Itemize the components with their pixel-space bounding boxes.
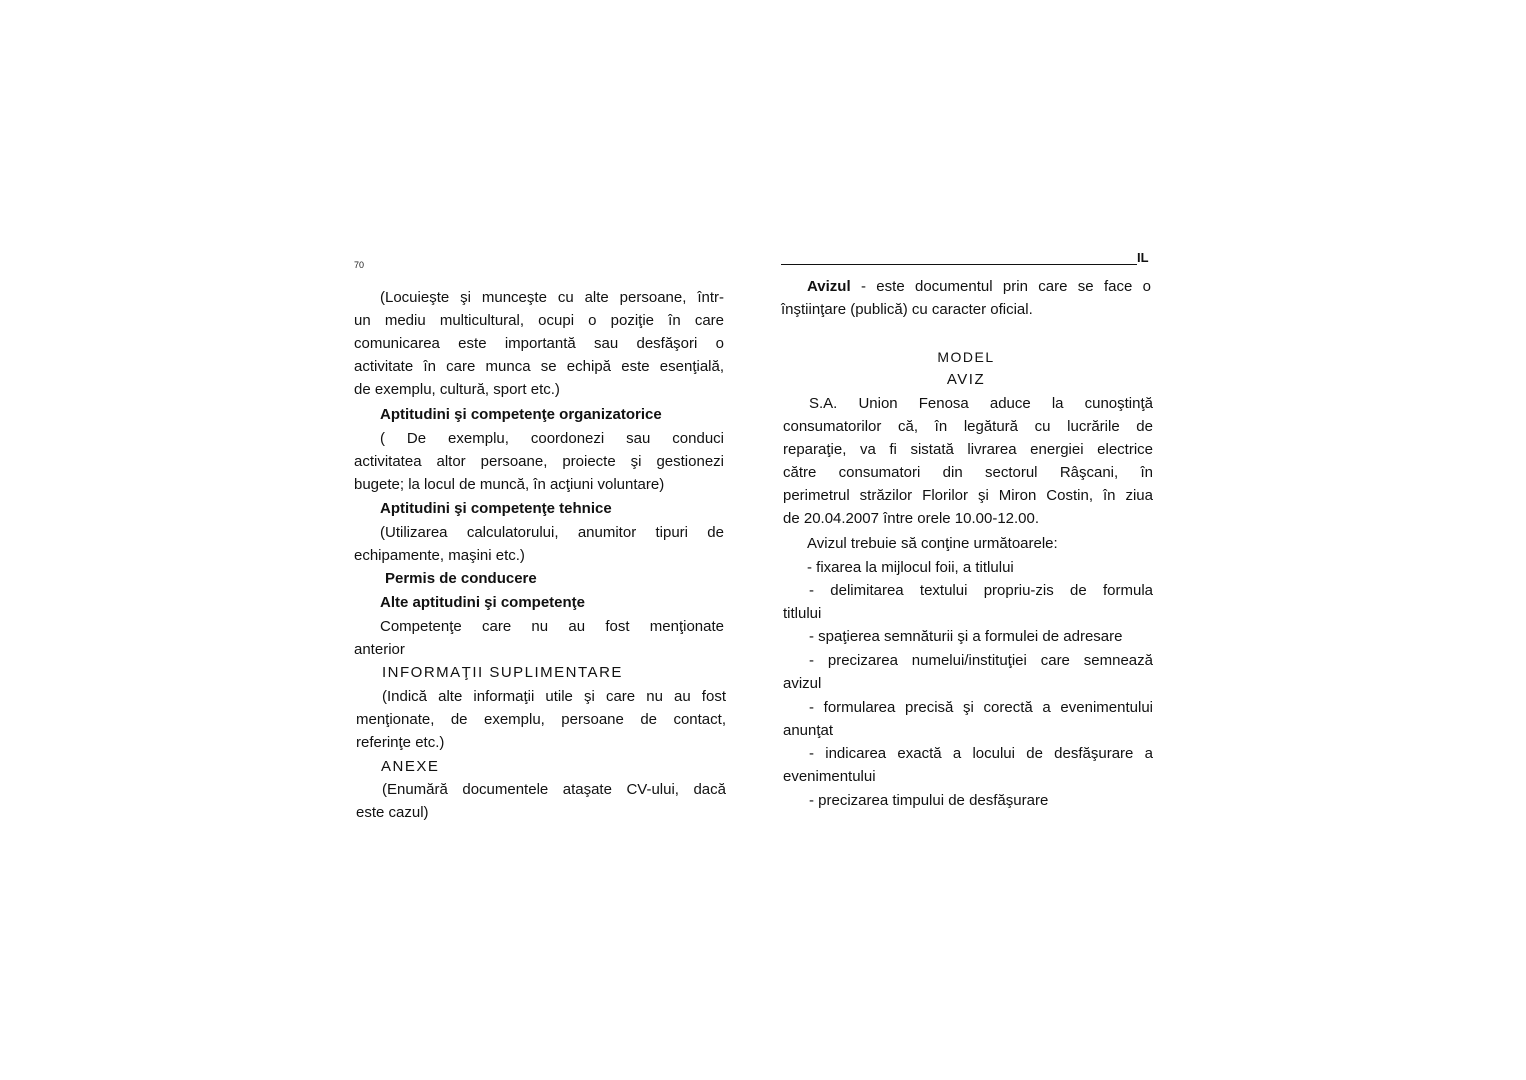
page-number: 70 — [354, 260, 365, 270]
aviz-title: AVIZ — [946, 371, 986, 388]
body-line: menţionate, de exemplu, persoane de contact, — [356, 711, 726, 728]
section-heading: Aptitudini şi competenţe tehnice — [380, 500, 612, 517]
section-heading: Alte aptitudini şi competenţe — [380, 594, 586, 611]
body-line: (Indică alte informaţii utile şi care nu au fost — [382, 688, 726, 705]
body-line: de exemplu, cultură, sport etc.) — [354, 381, 560, 398]
notice-line: către consumatori din sectorul Râşcani, în — [783, 464, 1153, 481]
body-line: (Enumără documentele ataşate CV-ului, dacă — [382, 781, 726, 798]
notice-line: reparaţie, va fi sistată livrarea energiei electrice — [783, 441, 1153, 458]
header-rule — [781, 264, 1137, 265]
requirement-line: - precizarea numelui/instituţiei care semnează — [809, 652, 1153, 669]
requirements-intro: Avizul trebuie să conţine următoarele: — [807, 535, 1058, 552]
definition-term: Avizul — [807, 278, 851, 295]
body-line: un mediu multicultural, ocupi o poziţie în care — [354, 312, 724, 329]
requirement-line: - indicarea exactă a locului de desfăşurare a — [809, 745, 1153, 762]
body-line: Competenţe care nu au fost menţionate — [380, 618, 724, 635]
section-heading: INFORMAŢII SUPLIMENTARE — [382, 664, 623, 681]
notice-line: S.A. Union Fenosa aduce la cunoştinţă — [809, 395, 1153, 412]
body-line: referinţe etc.) — [356, 734, 445, 751]
body-line: este cazul) — [356, 804, 429, 821]
requirement-line: - formularea precisă şi corectă a evenimentului — [809, 699, 1153, 716]
requirement-line: titlului — [783, 605, 822, 622]
body-line: echipamente, maşini etc.) — [354, 547, 525, 564]
body-line: anterior — [354, 641, 405, 658]
notice-line: perimetrul străzilor Florilor şi Miron Costin, în ziua — [783, 487, 1153, 504]
requirement-line: - precizarea timpului de desfăşurare — [809, 792, 1049, 809]
body-line: comunicarea este importantă sau desfăşori o — [354, 335, 724, 352]
requirement-line: - spaţierea semnăturii şi a formulei de adresare — [809, 628, 1123, 645]
body-line: (Locuieşte şi munceşte cu alte persoane, într- — [380, 289, 724, 306]
definition-line — [781, 277, 1151, 297]
body-line: activitate în care munca se echipă este esenţială, — [354, 358, 724, 375]
body-line: (Utilizarea calculatorului, anumitor tipuri de — [380, 524, 724, 541]
section-heading: Aptitudini şi competenţe organizatorice — [380, 406, 662, 423]
definition-text: - este documentul prin care se face o — [850, 278, 1151, 295]
requirement-line: - delimitarea textului propriu-zis de formula — [809, 582, 1153, 599]
section-heading: Permis de conducere — [385, 570, 537, 587]
notice-line: de 20.04.2007 între orele 10.00-12.00. — [783, 510, 1040, 527]
requirement-line: evenimentului — [783, 768, 876, 785]
definition-line: înştiinţare (publică) cu caracter oficial. — [781, 301, 1033, 318]
requirement-line: avizul — [783, 675, 822, 692]
requirement-line: - fixarea la mijlocul foii, a titlului — [807, 559, 1014, 576]
section-heading: ANEXE — [381, 758, 440, 775]
body-line: bugete; la locul de muncă, în acţiuni voluntare) — [354, 476, 665, 493]
model-label: MODEL — [937, 349, 995, 365]
requirement-line: anunţat — [783, 722, 834, 739]
body-line: ( De exemplu, coordonezi sau conduci — [380, 430, 724, 447]
header-mark: IL — [1137, 250, 1149, 265]
notice-line: consumatorilor că, în legătură cu lucrările de — [783, 418, 1153, 435]
body-line: activitatea altor persoane, proiecte şi gestionezi — [354, 453, 724, 470]
